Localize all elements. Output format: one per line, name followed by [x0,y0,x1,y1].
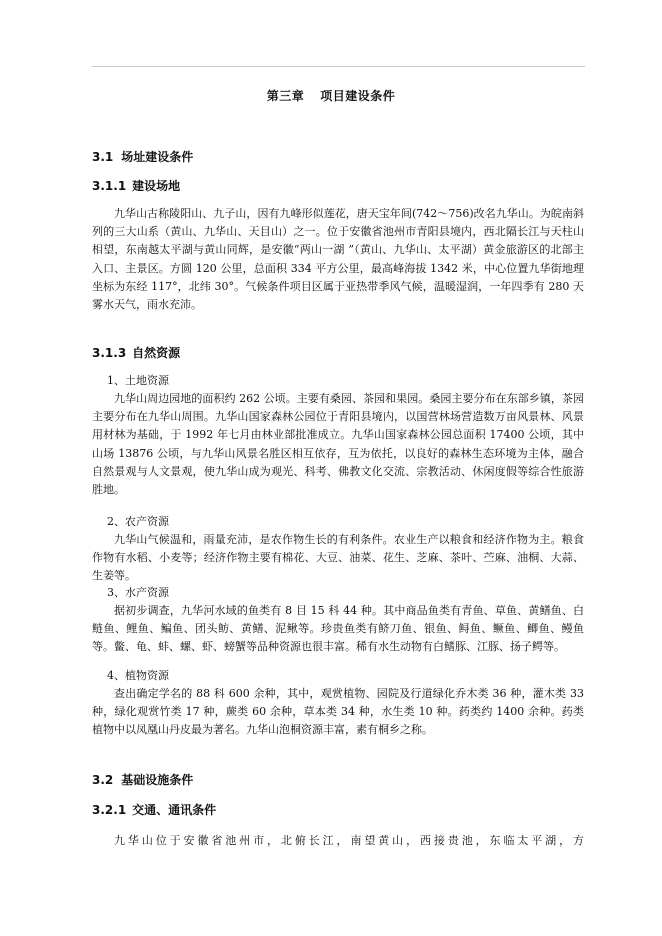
section-number: 3.2 [92,773,114,787]
section-heading-3-1-3 [92,344,180,361]
chapter-number: 第三章 [266,89,305,103]
section-title: 自然资源 [132,346,181,360]
subitem-aqua-heading: 3、水产资源 [107,586,169,599]
paragraph-site: 九华山古称陵阳山、九子山，因有九峰形似莲花，唐天宝年间(742～756)改名九华山。为皖南斜列的三大山系（黄山、九华山、天目山）之一。位于安徽省池州市青阳县境内，西北隔长江与天柱山相望，东南越太平湖与黄山同辉，是安徽“两山一湖 ”（黄山、九华山、太平湖）黄金旅游区的北部主入口、主景区。方圆 120 公里，总面积 334 平方公里，最高峰海拔 1342 米，中心位置九华街地理坐标为东经 117°，北纬 30°。气候条件项目区属于亚热带季风气候，温暖湿润，一年四季有 280 天雾水天气，雨水充沛。 [92,207,584,312]
chapter-name: 项目建设条件 [320,89,396,103]
subitem-land-heading: 1、土地资源 [107,374,169,387]
paragraph-agri: 九华山气候温和，雨量充沛，是农作物生长的有利条件。农业生产以粮食和经济作物为主。粮食作物有水稻、小麦等；经济作物主要有棉花、大豆、油菜、花生、芝麻、茶叶、苎麻、油桐、大蒜、生姜等。 [92,533,584,583]
paragraph-transport: 九华山位于安徽省池州市，北俯长江，南望黄山，西接贵池，东临太平湖，方 [114,834,584,847]
header-rule [92,66,585,67]
section-heading-3-1 [92,148,193,165]
paragraph-plant: 查出确定学名的 88 科 600 余种，其中，观赏植物、园院及行道绿化乔木类 36 种，灌木类 33 种，绿化观赏竹类 17 种，蕨类 60 余种，草本类 34 种，水生类 10 种。药类约 1400 余种。药类植物中以凤凰山丹皮最为著名。九华山泡桐资源丰富，素有桐乡之称。 [92,687,584,737]
section-title: 场址建设条件 [121,150,194,164]
subitem-plant-heading: 4、植物资源 [107,669,169,682]
section-number: 3.1.1 [92,179,127,193]
section-heading-3-2-1 [92,801,216,818]
paragraph-aqua: 据初步调查，九华河水域的鱼类有 8 目 15 科 44 种。其中商品鱼类有青鱼、草鱼、黄鳝鱼、白鲢鱼、鲤鱼、鳊鱼、团头鲂、黄鳝、泥鳅等。珍贵鱼类有鲚刀鱼、银鱼、鲟鱼、鳜鱼、鲫鱼、鳗鱼等。鳖、龟、蚌、螺、虾、螃蟹等品种资源也很丰富。稀有水生动物有白鳍豚、江豚、扬子鳄等。 [92,604,584,654]
section-title: 交通、通讯条件 [132,803,217,817]
section-number: 3.1.3 [92,346,127,360]
section-number: 3.1 [92,150,114,164]
paragraph-land: 九华山周边园地的面积约 262 公顷。主要有桑园、茶园和果园。桑园主要分布在东部乡镇，茶园主要分布在九华山周围。九华山国家森林公园位于青阳县境内，以国营林场营造数万亩风景林、风景用材林为基础，于 1992 年七月由林业部批准成立。九华山国家森林公园总面积 17400 公顷，其中山场 13876 公顷，与九华山风景名胜区相互依存，互为依托，以良好的森林生态环境为主体，融合自然景观与人文景观，使九华山成为观光、科考、佛教文化交流、宗教活动、休闲度假等综合性旅游胜地。 [92,392,584,497]
section-title: 基础设施条件 [121,773,194,787]
section-number: 3.2.1 [92,803,127,817]
chapter-title [0,87,662,104]
section-heading-3-2 [92,771,193,788]
subitem-agri-heading: 2、农产资源 [107,515,169,528]
section-heading-3-1-1 [92,177,180,194]
section-title: 建设场地 [132,179,181,193]
